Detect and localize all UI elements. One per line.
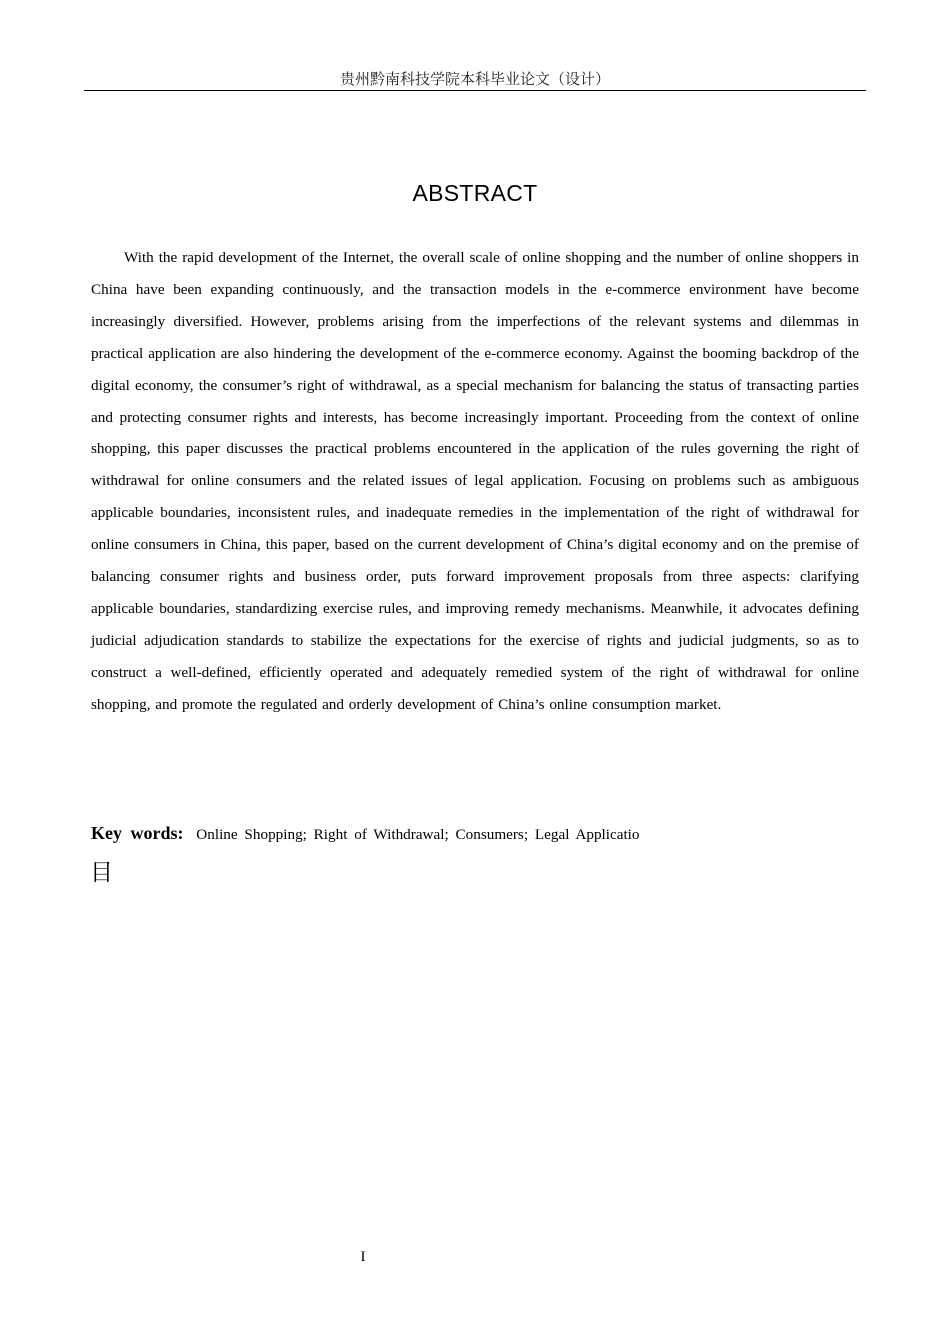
abstract-heading: ABSTRACT bbox=[412, 180, 538, 206]
header-title: 贵州黔南科技学院本科毕业论文（设计） bbox=[339, 70, 610, 88]
keywords-line bbox=[91, 818, 859, 850]
keywords-label: Key words: bbox=[91, 823, 184, 843]
keywords-text: Online Shopping; Right of Withdrawal; Consumers; Legal Applicatio bbox=[196, 826, 640, 843]
toc-heading: 目 bbox=[90, 860, 113, 886]
page-number: I bbox=[360, 1249, 366, 1265]
page-header bbox=[84, 68, 866, 91]
abstract-body: With the rapid development of the Internet, the overall scale of online shopping and the number of online shoppers in China have been expanding continuously, and the transaction models in the e-commerce environment have become increasingly diversified. However, problems arising from the imperfections of the relevant systems and dilemmas in practical application are also hindering the development of the e-commerce economy. Against the booming backdrop of the digital economy, the consumer’s right of withdrawal, as a special mechanism for balancing the status of transacting parties and protecting consumer rights and interests, has become increasingly important. Proceeding from the context of online shopping, this paper discusses the practical problems encountered in the application of the rules governing the right of withdrawal for online consumers and the related issues of legal application. Focusing on problems such as ambiguous applicable boundaries, inconsistent rules, and inadequate remedies in the implementation of the right of withdrawal for online consumers in China, this paper, based on the current development of China’s digital economy and on the premise of balancing consumer rights and business order, puts forward improvement proposals from three aspects: clarifying applicable boundaries, standardizing exercise rules, and improving remedy mechanisms. Meanwhile, it advocates defining judicial adjudication standards to stabilize the expectations for the exercise of rights and judicial judgments, so as to construct a well-defined, efficiently operated and adequately remedied system of the right of withdrawal for online shopping, and promote the regulated and orderly development of China’s online consumption market. bbox=[91, 249, 859, 713]
